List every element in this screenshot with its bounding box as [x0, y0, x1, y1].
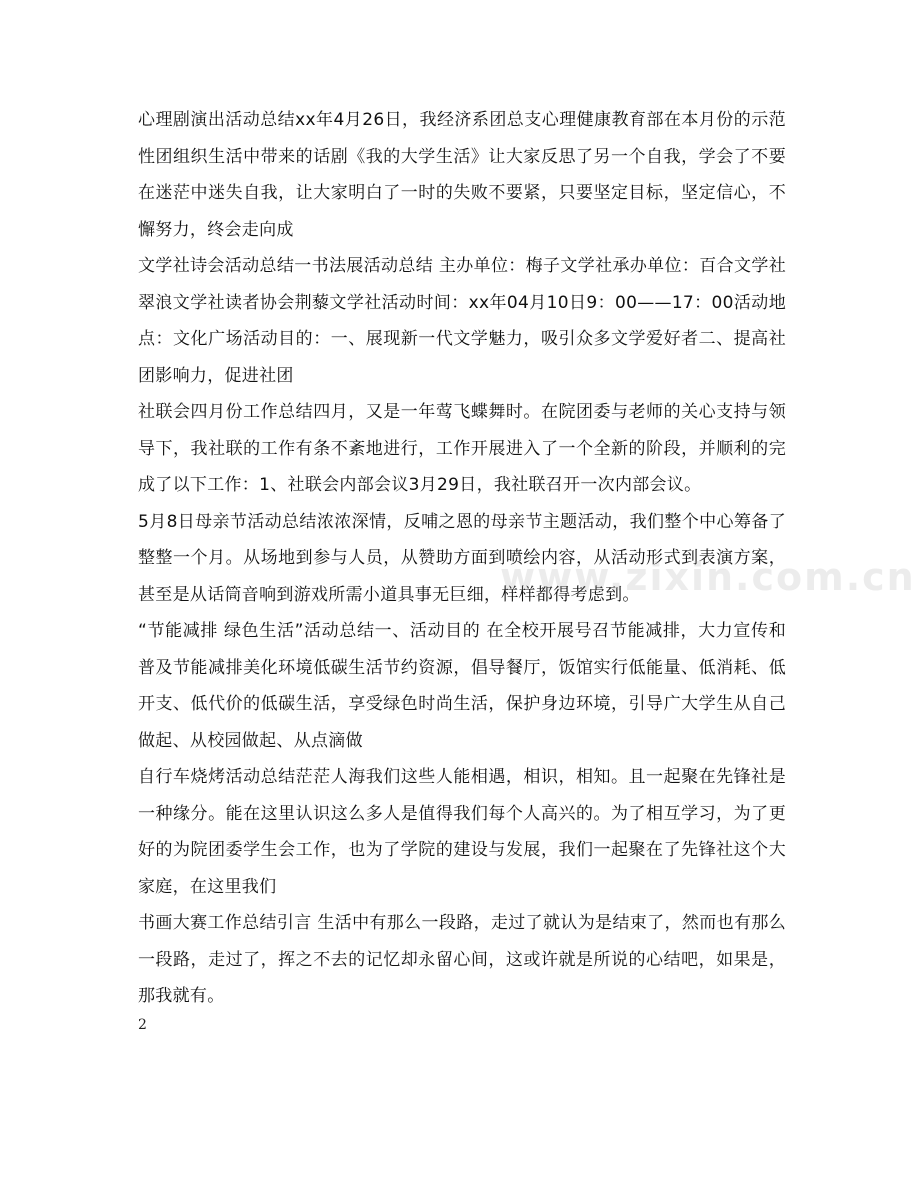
page-number: 2 [138, 1017, 147, 1033]
paragraph-mothers-day-summary: 5月8日母亲节活动总结浓浓深情，反哺之恩的母亲节主题活动，我们整个中心筹备了整整一个月。从场地到参与人员，从赞助方面到喷绘内容，从活动形式到表演方案，甚至是从话筒音响到游戏所需小道具事无巨细，样样都得考虑到。 [138, 511, 786, 605]
paragraph-energy-saving-summary: “节能减排 绿色生活”活动总结一、活动目的 在全校开展号召节能减排，大力宣传和普及节能减排美化环境低碳生活节约资源，倡导餐厅，饭馆实行低能量、低消耗、低开支、低代价的低碳生活，享受绿色时尚生活，保护身边环境，引导广大学生从自己做起、从校园做起、从点滴做 [138, 621, 786, 751]
document-body [138, 102, 786, 1015]
paragraph-bicycle-bbq-summary: 自行车烧烤活动总结茫茫人海我们这些人能相遇，相识，相知。且一起聚在先锋社是一种缘分。能在这里认识这么多人是值得我们每个人高兴的。为了相互学习，为了更好的为院团委学生会工作，也为了学院的建设与发展，我们一起聚在了先锋社这个大家庭，在这里我们 [138, 767, 786, 897]
paragraph-psychodrama-summary: 心理剧演出活动总结xx年4月26日，我经济系团总支心理健康教育部在本月份的示范性团组织生活中带来的话剧《我的大学生活》让大家反思了另一个自我，学会了不要在迷茫中迷失自我，让大家明白了一时的失败不要紧，只要坚定目标，坚定信心，不懈努力，终会走向成 [138, 110, 786, 240]
paragraph-literary-society-summary: 文学社诗会活动总结一书法展活动总结 主办单位：梅子文学社承办单位：百合文学社翠浪文学社读者协会荆藜文学社活动时间：xx年04月10日9：00——17：00活动地点：文化广场活动目的：一、展现新一代文学魅力，吸引众多文学爱好者二、提高社团影响力，促进社团 [138, 256, 786, 386]
paragraph-club-union-april-summary: 社联会四月份工作总结四月，又是一年莺飞蝶舞时。在院团委与老师的关心支持与领导下，我社联的工作有条不紊地进行，工作开展进入了一个全新的阶段，并顺利的完成了以下工作：1、社联会内部会议3月29日，我社联召开一次内部会议。 [138, 402, 786, 495]
paragraph-calligraphy-contest-summary: 书画大赛工作总结引言 生活中有那么一段路，走过了就认为是结束了，然而也有那么一段路，走过了，挥之不去的记忆却永留心间，这或许就是所说的心结吧，如果是，那我就有。 [138, 913, 786, 1006]
watermark: www.zixin.com.cn [500, 555, 916, 599]
